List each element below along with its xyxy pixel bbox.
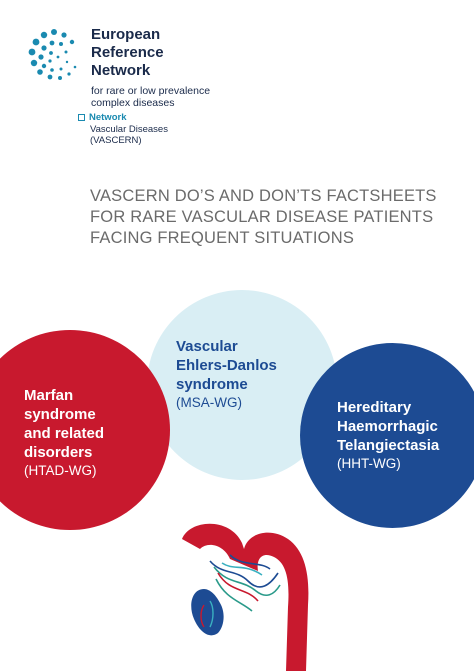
network-row — [78, 112, 126, 123]
hht-text — [337, 398, 439, 473]
network-square-icon — [78, 114, 85, 121]
hht-line2: Haemorrhagic — [337, 418, 438, 435]
hht-line3: Telangiectasia — [337, 437, 440, 454]
vascular-eds-text — [176, 337, 277, 412]
marfan-line4: disorders — [24, 444, 93, 461]
title-line3: FACING FREQUENT SITUATIONS — [90, 229, 355, 247]
vascular-line1: Vascular — [176, 338, 238, 355]
marfan-group: (HTAD-WG) — [24, 463, 97, 478]
marfan-line1: Marfan — [24, 387, 74, 404]
org-subtitle-line2: complex diseases — [91, 97, 175, 109]
network-acronym: (VASCERN) — [90, 135, 142, 146]
network-name: Vascular Diseases — [90, 124, 168, 135]
marfan-line3: and related — [24, 425, 105, 442]
aorta-illustration-icon — [170, 515, 320, 671]
page-title — [90, 186, 470, 249]
title-line2: FOR RARE VASCULAR DISEASE PATIENTS — [90, 208, 434, 226]
vascular-line2: Ehlers-Danlos — [176, 357, 277, 374]
hht-group: (HHT-WG) — [337, 456, 401, 471]
ern-logo-icon — [26, 26, 82, 82]
org-name-line2: Reference — [91, 44, 164, 61]
vascular-group: (MSA-WG) — [176, 395, 242, 410]
org-subtitle — [91, 85, 251, 109]
title-line1: VASCERN DO’S AND DON’TS FACTSHEETS — [90, 187, 437, 205]
vascular-line3: syndrome — [176, 376, 248, 393]
org-subtitle-line1: for rare or low prevalence — [91, 85, 211, 97]
org-name-line1: European — [91, 26, 161, 43]
network-label: Network — [89, 112, 127, 123]
marfan-line2: syndrome — [24, 406, 96, 423]
marfan-text — [24, 386, 104, 480]
hht-line1: Hereditary — [337, 399, 412, 416]
org-name-line3: Network — [91, 62, 151, 79]
